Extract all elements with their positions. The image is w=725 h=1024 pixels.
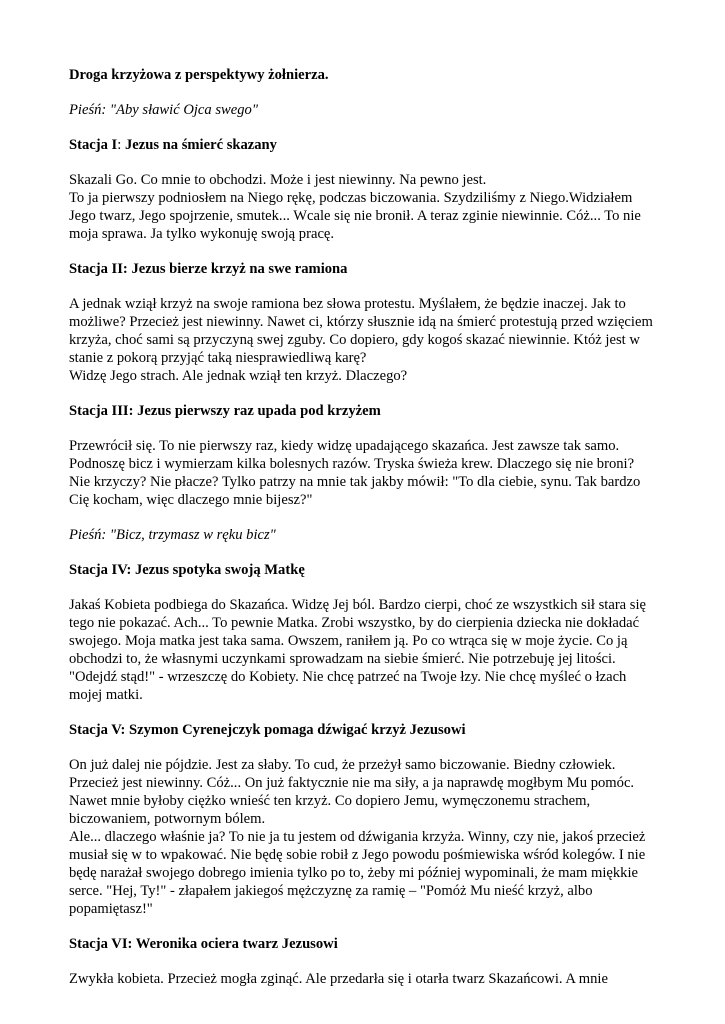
text-line: "Odejdź stąd!" - wrzeszczę do Kobiety. Nie chcę patrzeć na Twoje łzy. Nie chcę myśleć o łzach <box>69 669 627 685</box>
text-line: Podnoszę bicz i wymierzam kilka bolesnych razów. Tryska świeża krew. Dlaczego się nie broni? <box>69 456 635 472</box>
station-text-1 <box>69 171 669 243</box>
text-line: Widzę Jego strach. Ale jednak wziął ten krzyż. Dlaczego? <box>69 368 408 384</box>
station-separator: : <box>126 562 132 578</box>
text-line: mojej matki. <box>69 687 143 703</box>
text-line: Jego twarz, Jego spojrzenie, smutek... Wcale się nie bronił. A teraz zginie niewinnie. Cóż... To nie <box>69 208 641 224</box>
text-line: biczowaniem, potwornym bólem. <box>69 811 266 827</box>
song-line-2: Pieśń: "Bicz, trzymasz w ręku bicz" <box>69 527 276 543</box>
station-separator: : <box>127 936 133 952</box>
text-line: stanie z pokorą przyjąć taką niesprawiedliwą karę? <box>69 350 367 366</box>
text-line: tego nie pokazać. Ach... To pewnie Matka. Zrobi wszystko, by do cierpienia dziecka nie dokładać <box>69 615 640 631</box>
station-title: Jezus na śmierć skazany <box>121 137 277 153</box>
text-line: swojego. Moja matka jest taka sama. Owszem, raniłem ją. Po co wtrąca się w moje życie. Co ją <box>69 633 628 649</box>
document-title: Droga krzyżowa z perspektywy żołnierza. <box>69 67 329 83</box>
song-line-1: Pieśń: "Aby sławić Ojca swego" <box>69 102 258 118</box>
station-title: Szymon Cyrenejczyk pomaga dźwigać krzyż Jezusowi <box>125 722 466 738</box>
text-line: Zwykła kobieta. Przecież mogła zginąć. Ale przedarła się i otarła twarz Skazańcowi. A mnie <box>69 971 608 987</box>
station-title: Jezus bierze krzyż na swe ramiona <box>127 261 348 277</box>
text-line: To ja pierwszy podniosłem na Niego rękę, podczas biczowania. Szydziliśmy z Niego.Widziałem <box>69 190 633 206</box>
text-line: serce. "Hej, Ty!" - złapałem jakiegoś mężczyznę za ramię – "Pomóż Mu nieść krzyż, albo <box>69 883 593 899</box>
station-heading-1 <box>69 136 669 154</box>
station-separator: : <box>122 261 128 277</box>
station-heading-2 <box>69 260 669 278</box>
station-number: Stacja VI <box>69 936 128 952</box>
text-line: moja sprawa. Ja tylko wykonuję swoją pracę. <box>69 226 335 242</box>
station-separator: : <box>120 722 126 738</box>
station-number: Stacja II <box>69 261 123 277</box>
text-line: Nie krzyczy? Nie płacze? Tylko patrzy na mnie tak jakby mówił: "To dla ciebie, synu. Tak bardzo <box>69 474 641 490</box>
station-heading-6 <box>69 935 669 953</box>
text-line: możliwe? Przecież jest niewinny. Nawet ci, którzy słusznie idą na śmierć protestują przed wzięciem <box>69 314 653 330</box>
text-line: On już dalej nie pójdzie. Jest za słaby. To cud, że przeżył samo biczowanie. Biedny człowiek. <box>69 757 616 773</box>
text-line: popamiętasz!" <box>69 901 153 917</box>
station-number: Stacja V <box>69 722 121 738</box>
text-line: krzyża, choć sami są przyczyną swej zguby. Co dopiero, gdy kogoś skazać niewinnie. Któż jest w <box>69 332 640 348</box>
station-text-6 <box>69 970 669 988</box>
text-line: Przecież jest niewinny. Cóż... On już faktycznie nie ma siły, a ja naprawdę mogłbym Mu pomóc. <box>69 775 635 791</box>
station-heading-5 <box>69 721 669 739</box>
station-number: Stacja IV <box>69 562 127 578</box>
document-page <box>69 66 669 1005</box>
station-separator: : <box>117 137 122 153</box>
text-line: Skazali Go. Co mnie to obchodzi. Może i jest niewinny. Na pewno jest. <box>69 172 487 188</box>
text-line: Jakaś Kobieta podbiega do Skazańca. Widzę Jej ból. Bardzo cierpi, choć ze wszystkich sił stara się <box>69 597 647 613</box>
station-text-4 <box>69 596 669 704</box>
text-line: A jednak wziął krzyż na swoje ramiona bez słowa protestu. Myślałem, że będzie inaczej. Jak to <box>69 296 626 312</box>
station-heading-4 <box>69 561 669 579</box>
station-separator: : <box>128 403 134 419</box>
text-line: Przewrócił się. To nie pierwszy raz, kiedy widzę upadającego skazańca. Jest zawsze tak samo. <box>69 438 620 454</box>
station-heading-3 <box>69 402 669 420</box>
station-text-5 <box>69 756 669 918</box>
text-line: Cię kocham, więc dlaczego mnie bijesz?" <box>69 492 313 508</box>
station-number: Stacja I <box>69 137 118 153</box>
station-title: Jezus spotyka swoją Matkę <box>131 562 305 578</box>
station-title: Weronika ociera twarz Jezusowi <box>132 936 338 952</box>
text-line: będę narażał swojego dobrego imienia tylko po to, żeby mi później wypominali, że mam miękkie <box>69 865 638 881</box>
text-line: musiał się w to wpakować. Nie będę sobie robił z Jego powodu pośmiewiska wśród kolegów. I nie <box>69 847 646 863</box>
text-line: obchodzi to, że własnymi uczynkami sprowadzam na siebie śmierć. Nie potrzebuję jej litości. <box>69 651 616 667</box>
station-text-2 <box>69 295 669 385</box>
station-text-3 <box>69 437 669 509</box>
text-line: Ale... dlaczego właśnie ja? To nie ja tu jestem od dźwigania krzyża. Winny, czy nie, jakoś przecież <box>69 829 646 845</box>
station-number: Stacja III <box>69 403 129 419</box>
text-line: Nawet mnie byłoby ciężko wnieść ten krzyż. Co dopiero Jemu, wymęczonemu strachem, <box>69 793 591 809</box>
station-title: Jezus pierwszy raz upada pod krzyżem <box>133 403 381 419</box>
